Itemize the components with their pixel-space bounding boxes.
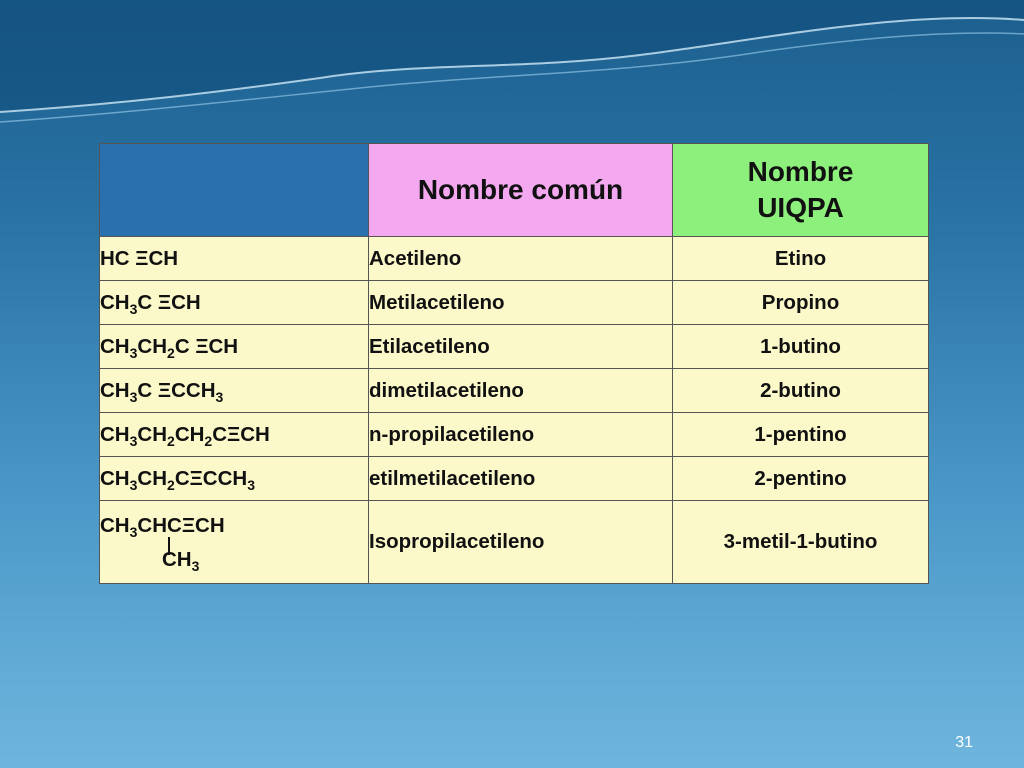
formula-text: CH xyxy=(174,422,205,446)
table-row xyxy=(100,237,929,281)
header-iupac-line1: Nombre xyxy=(747,156,854,187)
common-name-cell: Acetileno xyxy=(369,237,673,281)
iupac-name-cell: 2-butino xyxy=(673,369,929,413)
table-row xyxy=(100,457,929,501)
formula-subscript: 3 xyxy=(129,344,138,361)
iupac-name-cell: Propino xyxy=(673,281,929,325)
common-name-cell: Metilacetileno xyxy=(369,281,673,325)
formula-subscript: 2 xyxy=(167,432,175,449)
formula-text: CH xyxy=(100,334,130,358)
common-name-cell: n-propilacetileno xyxy=(369,413,673,457)
formula-cell xyxy=(100,413,369,457)
table-row xyxy=(100,413,929,457)
table-row xyxy=(100,501,929,584)
formula-text: C ΞCH xyxy=(174,334,239,358)
formula-text: CH xyxy=(100,290,130,314)
header-iupac-line2: UIQPA xyxy=(757,192,844,223)
formula-subscript: 2 xyxy=(167,476,175,493)
iupac-name-cell: 1-pentino xyxy=(673,413,929,457)
iupac-name-cell: 2-pentino xyxy=(673,457,929,501)
formula-cell xyxy=(100,369,369,413)
formula-subscript: 3 xyxy=(129,432,138,449)
slide-wave-decoration xyxy=(0,0,1024,140)
formula-subscript: 3 xyxy=(191,558,200,574)
formula-text: CH xyxy=(100,514,130,537)
formula-subscript: 3 xyxy=(215,388,224,405)
formula-subscript: 3 xyxy=(129,476,138,493)
formula-branch xyxy=(162,548,199,572)
common-name-cell: Isopropilacetileno xyxy=(369,501,673,584)
slide-page-number: 31 xyxy=(955,734,973,751)
table-row xyxy=(100,325,929,369)
formula-text: CHCΞCH xyxy=(137,514,225,537)
common-name-cell: etilmetilacetileno xyxy=(369,457,673,501)
branched-formula xyxy=(100,510,368,574)
formula-text: CH xyxy=(137,466,168,490)
alkyne-names-table xyxy=(99,143,929,584)
common-name-cell: Etilacetileno xyxy=(369,325,673,369)
formula-text: HC ΞCH xyxy=(100,246,179,270)
formula-subscript: 3 xyxy=(247,476,256,493)
formula-cell xyxy=(100,237,369,281)
formula-cell xyxy=(100,281,369,325)
header-blank-cell xyxy=(100,144,369,237)
formula-text: CH xyxy=(100,466,130,490)
formula-subscript: 3 xyxy=(129,388,138,405)
iupac-name-cell: 1-butino xyxy=(673,325,929,369)
formula-subscript: 2 xyxy=(204,432,213,449)
formula-text: CH xyxy=(137,334,168,358)
header-iupac-name xyxy=(673,144,929,237)
formula-cell xyxy=(100,457,369,501)
iupac-name-cell: 3-metil-1-butino xyxy=(673,501,929,584)
formula-text: CH xyxy=(100,422,130,446)
formula-subscript: 3 xyxy=(129,300,138,317)
formula-text: CH xyxy=(162,548,192,571)
formula-text: CΞCH xyxy=(212,422,270,446)
formula-subscript: 2 xyxy=(167,344,175,361)
formula-text: CΞCCH xyxy=(174,466,248,490)
formula-text: CH xyxy=(137,422,168,446)
table-header-row xyxy=(100,144,929,237)
table-row xyxy=(100,369,929,413)
table-row xyxy=(100,281,929,325)
formula-text: C ΞCCH xyxy=(137,378,216,402)
iupac-name-cell: Etino xyxy=(673,237,929,281)
formula-cell xyxy=(100,325,369,369)
formula-text: C ΞCH xyxy=(137,290,201,314)
formula-subscript: 3 xyxy=(129,524,138,540)
alkyne-names-table-container xyxy=(99,143,928,584)
formula-text: CH xyxy=(100,378,130,402)
header-common-name: Nombre común xyxy=(369,144,673,237)
formula-cell xyxy=(100,501,369,584)
formula-main-chain xyxy=(100,514,225,538)
common-name-cell: dimetilacetileno xyxy=(369,369,673,413)
